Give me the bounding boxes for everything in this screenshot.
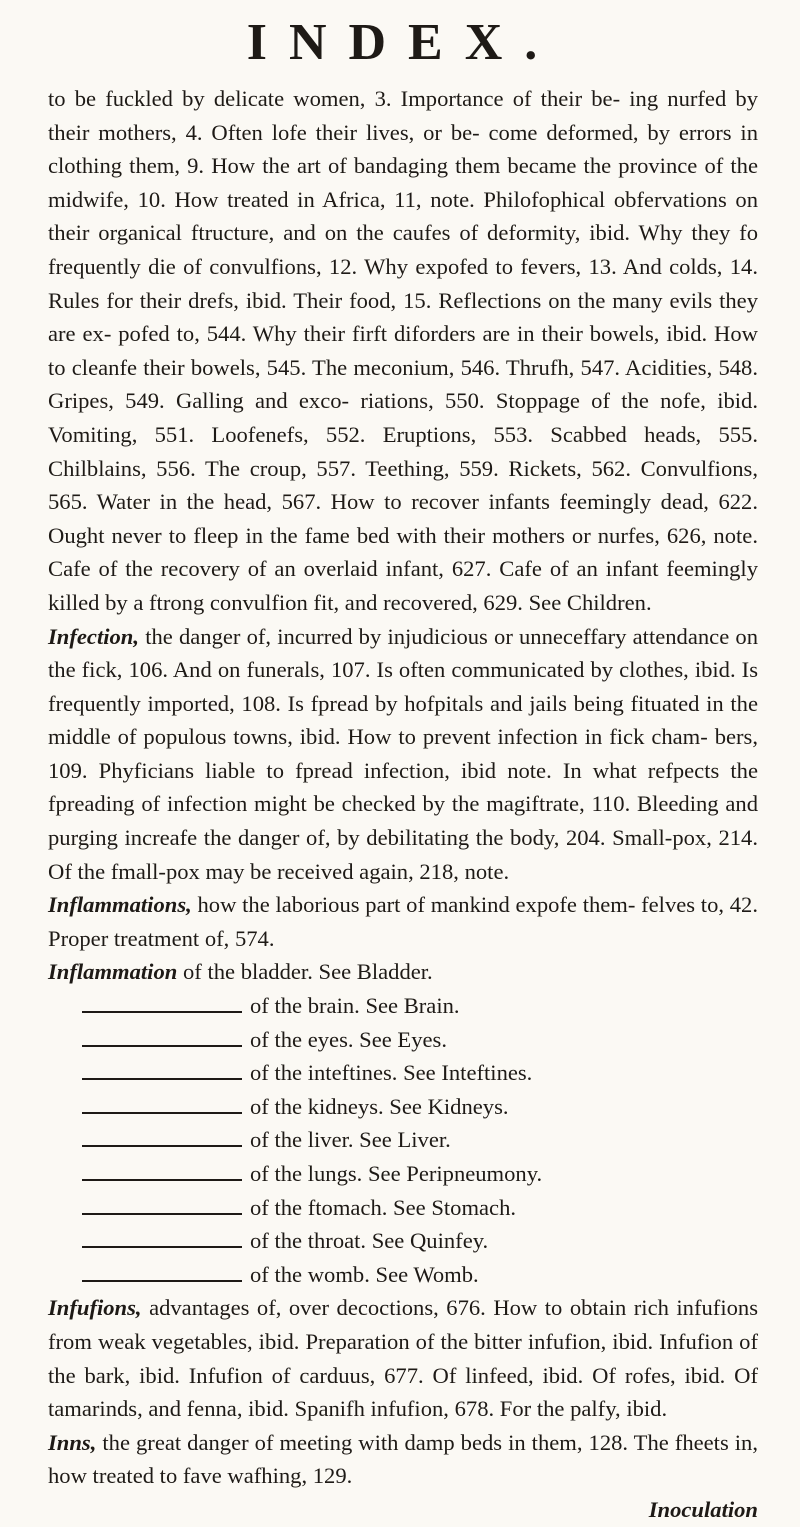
entry-text: advantages of, over decoctions, 676. How to obtain rich infufions from weak vegetables, ibid. Preparation of the bitter infufion, ibid. Infufion of the bark, ibid. Infufion of carduus, 677. Of linfeed, ibid. Of rofes, ibid. Of tamarinds, and fenna, ibid. Spanifh infufion, 678. For the palfy, ibid. <box>48 1295 758 1422</box>
ditto-dash <box>82 1179 242 1181</box>
ditto-dash <box>82 1112 242 1114</box>
entry-head: Inflammations, <box>48 892 192 918</box>
subentry-liver <box>48 1123 758 1157</box>
index-entry-inflammations <box>48 888 758 955</box>
subentry-text: of the ftomach. See Stomach. <box>250 1194 517 1220</box>
subentry-intestines <box>48 1056 758 1090</box>
ditto-dash <box>82 1045 242 1047</box>
index-entry-infants-continued <box>48 82 758 620</box>
entry-text: the great danger of meeting with damp beds in them, 128. The fheets in, how treated to fave wafhing, 129. <box>48 1429 758 1489</box>
subentry-womb <box>48 1258 758 1292</box>
subentry-brain <box>48 989 758 1023</box>
ditto-dash <box>82 1011 242 1013</box>
entry-head: Inns, <box>48 1429 97 1455</box>
subentry-throat <box>48 1224 758 1258</box>
subentry-text: of the throat. See Quinfey. <box>250 1228 489 1254</box>
page-header: INDEX. <box>246 14 560 71</box>
index-body <box>48 82 758 1527</box>
subentry-text: of the lungs. See Peripneumony. <box>250 1161 543 1186</box>
subentry-text: of the liver. See Liver. <box>250 1127 451 1153</box>
subentry-text: of the womb. See Womb. <box>250 1261 479 1287</box>
ditto-dash <box>82 1145 242 1147</box>
subentry-text: of the kidneys. See Kidneys. <box>250 1093 509 1119</box>
subentry-stomach <box>48 1191 758 1225</box>
index-entry-inflammation <box>48 955 758 989</box>
subentry-text: of the brain. See Brain. <box>250 993 460 1019</box>
catchword: Inoculation <box>648 1496 758 1522</box>
subentry-text: of the eyes. See Eyes. <box>250 1026 448 1052</box>
ditto-dash <box>82 1280 242 1282</box>
subentry-lungs <box>48 1157 758 1191</box>
subentry-text: of the inteftines. See Inteftines. <box>250 1060 533 1086</box>
index-entry-inns <box>48 1426 758 1493</box>
ditto-dash <box>82 1213 242 1215</box>
entry-text: to be fuckled by delicate women, 3. Importance of their be- ing nurfed by their mothers, 4. Often lofe their lives, or be- come deformed, by errors in clothing them, 9. How the art of bandaging them became the province of the midwife, 10. How treated in Africa, 11, note. Philofophical obfervations on their organical ftructure, and on the caufes of deformity, ibid. Why they fo frequently die of convulfions, 12. Why expofed to fevers, 13. And colds, 14. Rules for their drefs, ibid. Their food, 15. Reflections on the many evils they are ex- pofed to, 544. Why their firft diforders are in their bowels, ibid. How to cleanfe their bowels, 545. The meconium, 546. Thrufh, 547. Acidities, 548. Gripes, 549. Galling and exco- riations, 550. Stoppage of the nofe, ibid. Vomiting, 551. Loofenefs, 552. Eruptions, 553. Scabbed heads, 555. Chilblains, 556. The croup, 557. Teething, 559. Rickets, 562. Convulfions, 565. Water in the head, 567. How to recover infants feemingly dead, 622. Ought never to fleep in the fame bed with their mothers or nurfes, 626, note. Cafe of the recovery of an overlaid infant, 627. Cafe of an infant feemingly killed by a ftrong convulfion fit, and recovered, 629. See Children. <box>48 86 758 615</box>
entry-text: how the laborious part of mankind expofe them- felves to, 42. Proper treatment of, 574. <box>48 892 758 951</box>
entry-head: Infufions, <box>48 1295 142 1321</box>
index-entry-infusions <box>48 1291 758 1425</box>
ditto-dash <box>82 1078 242 1080</box>
entry-text: of the bladder. See Bladder. <box>182 959 433 985</box>
subentry-kidneys <box>48 1090 758 1124</box>
subentry-eyes <box>48 1023 758 1057</box>
ditto-dash <box>82 1246 242 1248</box>
entry-head: Infection, <box>48 623 140 649</box>
index-entry-infection <box>48 620 758 889</box>
entry-head: Inflammation <box>48 959 178 985</box>
entry-text: the danger of, incurred by injudicious or unneceffary attendance on the fick, 106. And on funerals, 107. Is often communicated by clothes, ibid. Is frequently imported, 108. Is fpread by hofpitals and jails being fituated in the middle of populous towns, ibid. How to prevent infection in fick cham- bers, 109. Phyficians liable to fpread infection, ibid note. In what refpects the fpreading of infection might be checked by the magiftrate, 110. Bleeding and purging increafe the danger of, by debilitating the body, 204. Small-pox, 214. Of the fmall-pox may be received again, 218, note. <box>48 623 758 884</box>
